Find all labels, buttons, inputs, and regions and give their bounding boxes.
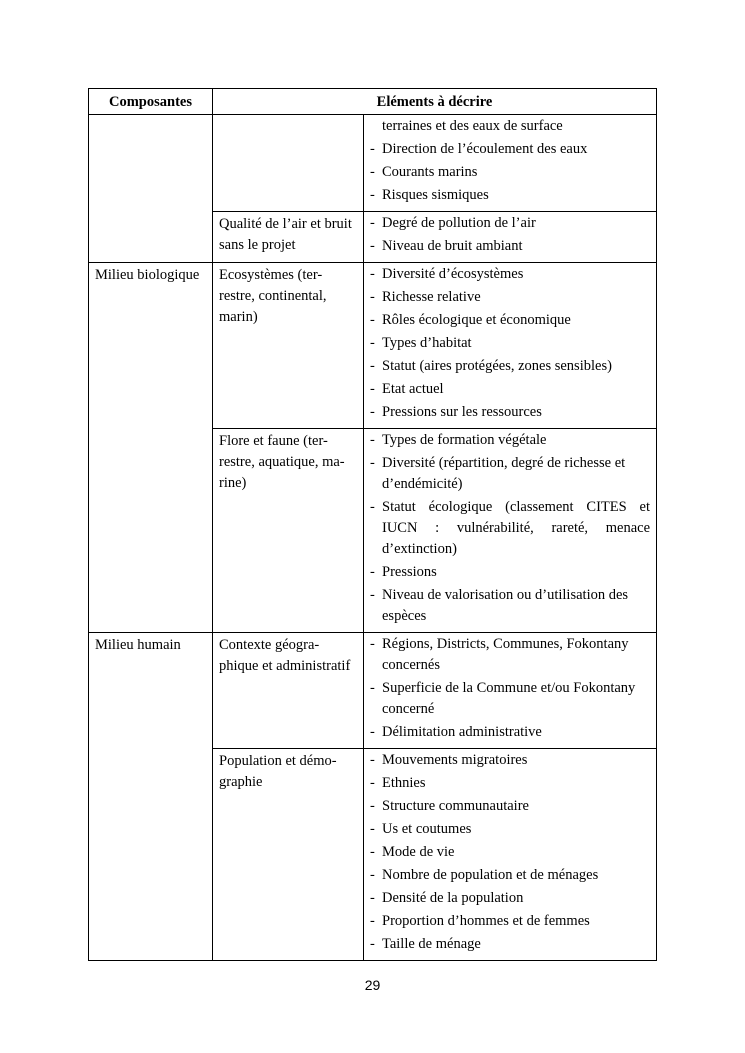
list-item: - Degré de pollution de l’air [370, 213, 650, 234]
subcomponent-cell: Population et démo-graphie [213, 749, 364, 961]
list-item: - Etat actuel [370, 379, 650, 400]
list-item: - Statut (aires protégées, zones sensibles) [370, 356, 650, 377]
list-item: - Structure communautaire [370, 796, 650, 817]
list-item: - Superficie de la Commune et/ou Fokontany concerné [370, 678, 650, 720]
elements-cell [364, 115, 657, 212]
list-item: - Proportion d’hommes et de femmes [370, 911, 650, 932]
list-item: - Pressions [370, 562, 650, 583]
subcomponent-cell: Ecosystèmes (ter-restre, continental, marin) [213, 263, 364, 429]
list-item: - Types de formation végétale [370, 430, 650, 451]
list-item: - Densité de la population [370, 888, 650, 909]
list-item: - Nombre de population et de ménages [370, 865, 650, 886]
list-item: - Statut écologique (classement CITES et IUCN : vulnérabilité, rareté, menace d’extinction) [370, 497, 650, 560]
table-row [89, 115, 657, 212]
table-row [89, 633, 657, 749]
list-item: - Niveau de valorisation ou d’utilisation des espèces [370, 585, 650, 627]
subcomponent-cell [213, 115, 364, 212]
list-item: - Ethnies [370, 773, 650, 794]
elements-cell [364, 633, 657, 749]
components-table [88, 88, 657, 961]
header-elements: Eléments à décrire [213, 89, 657, 115]
list-item: - Mode de vie [370, 842, 650, 863]
component-cell: Milieu humain [89, 633, 213, 961]
list-item: - Rôles écologique et économique [370, 310, 650, 331]
subcomponent-cell: Flore et faune (ter-restre, aquatique, ma-rine) [213, 429, 364, 633]
page-number: 29 [364, 977, 381, 993]
elements-cell [364, 429, 657, 633]
component-cell [89, 115, 213, 263]
table-header-row [89, 89, 657, 115]
list-item: - Direction de l’écoulement des eaux [370, 139, 650, 160]
list-item: - Us et coutumes [370, 819, 650, 840]
subcomponent-cell: Contexte géogra-phique et administratif [213, 633, 364, 749]
elements-cell [364, 749, 657, 961]
list-item: - Risques sismiques [370, 185, 650, 206]
table-row [89, 263, 657, 429]
list-item: - Taille de ménage [370, 934, 650, 955]
header-composantes: Composantes [89, 89, 213, 115]
list-item: - Richesse relative [370, 287, 650, 308]
list-item: - Délimitation administrative [370, 722, 650, 743]
list-item: terraines et des eaux de surface [382, 118, 563, 134]
list-item: - Pressions sur les ressources [370, 402, 650, 423]
list-item: - Régions, Districts, Communes, Fokontany concernés [370, 634, 650, 676]
list-item: - Diversité (répartition, degré de richesse et d’endémicité) [370, 453, 650, 495]
list-item: - Mouvements migratoires [370, 750, 650, 771]
elements-cell [364, 212, 657, 263]
subcomponent-cell: Qualité de l’air et bruit sans le projet [213, 212, 364, 263]
list-item: - Courants marins [370, 162, 650, 183]
list-item: - Niveau de bruit ambiant [370, 236, 650, 257]
list-item: - Types d’habitat [370, 333, 650, 354]
elements-cell [364, 263, 657, 429]
list-item: - Diversité d’écosystèmes [370, 264, 650, 285]
component-cell: Milieu biologique [89, 263, 213, 633]
